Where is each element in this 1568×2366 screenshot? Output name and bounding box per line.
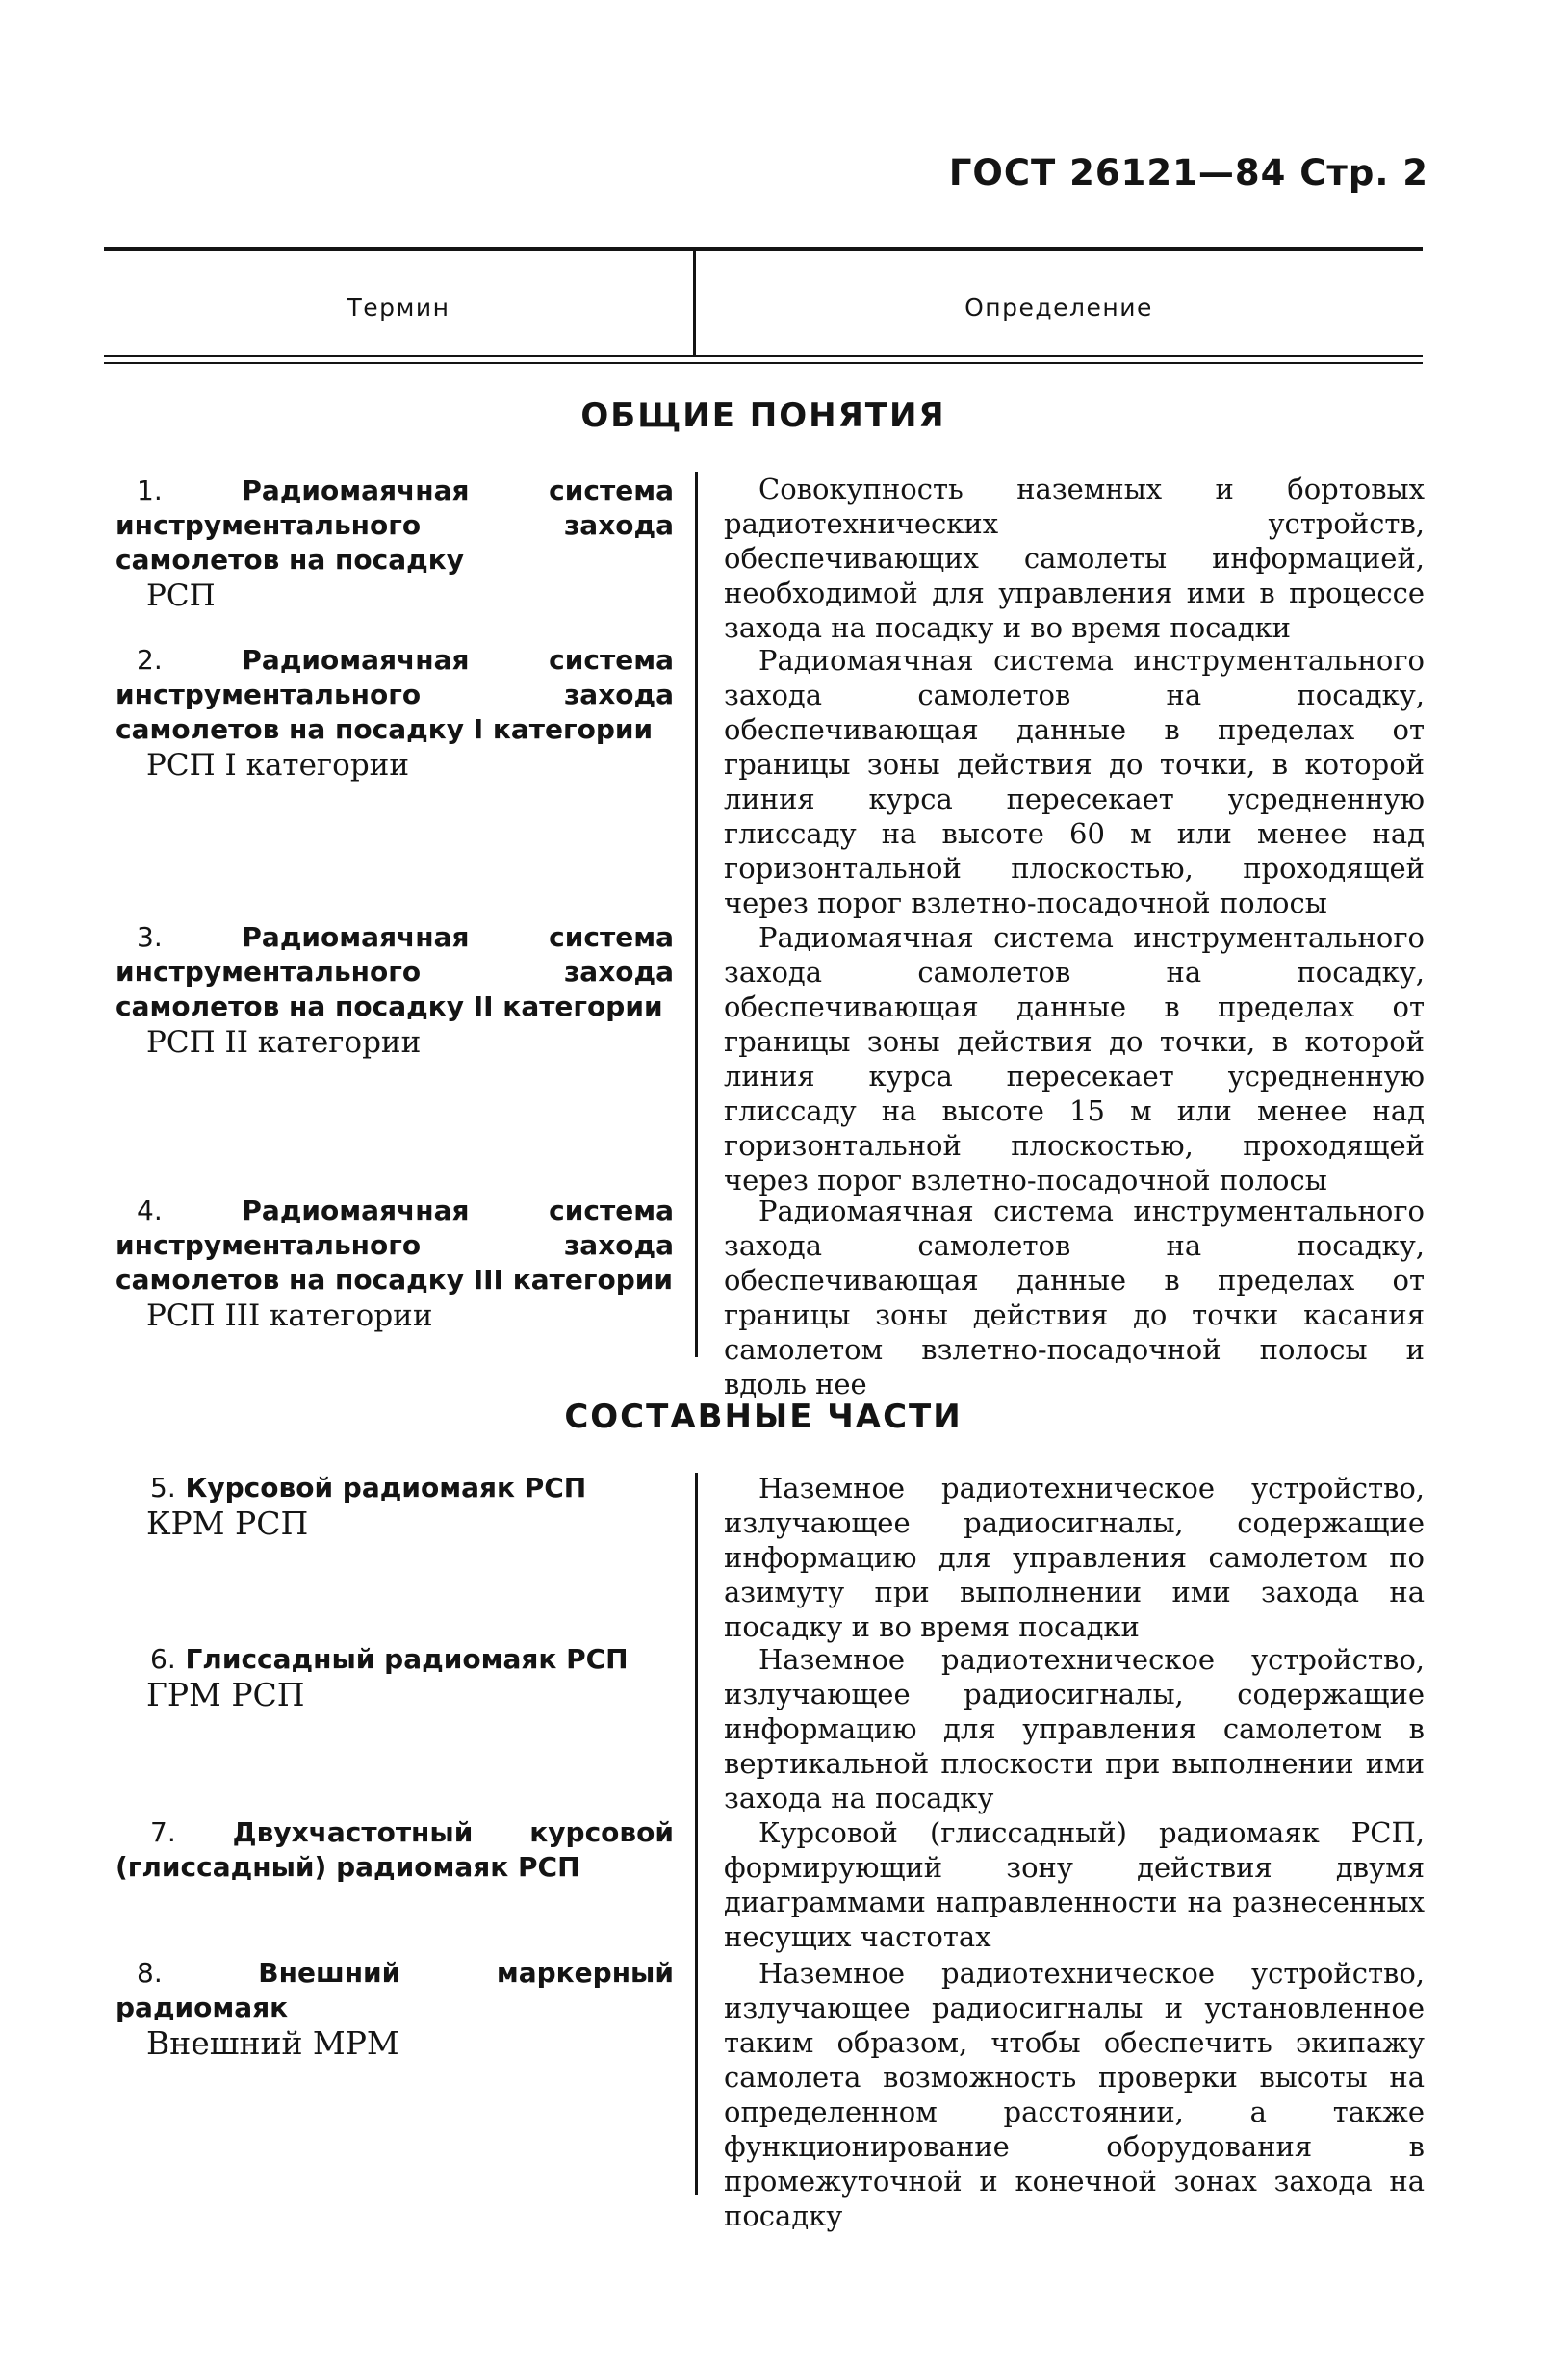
page-header (949, 152, 1428, 193)
term-number: 2. (137, 644, 163, 676)
definition-3: Радиомаячная система инструментального захода самолетов на посадку, обеспечивающая данные в пределах от границы зоны действия до точки, в которой линия курса пересекает усредненную глиссаду на высоте 15 м или менее над горизонтальной плоскостью, проходящей через порог взлетно-посадочной полосы (724, 921, 1425, 1196)
term-name: Радиомаячная система инструментального захода самолетов на посадку (116, 475, 674, 576)
section-title-components: СОСТАВНЫЕ ЧАСТИ (564, 1398, 963, 1436)
term-name: Внешний маркерный радиомаяк (116, 1957, 674, 2023)
term-entry-5 (116, 1471, 674, 1542)
definition-6: Наземное радиотехническое устройство, излучающее радиосигналы, содержащие информацию для управления самолетом в вертикальной плоскости при выполнении ими захода на посадку (724, 1643, 1425, 1814)
term-entry-8 (116, 1956, 674, 2062)
page-number: Стр. 2 (1299, 152, 1428, 193)
term-number: 4. (137, 1195, 163, 1226)
term-text (116, 1471, 674, 1505)
term-number: 3. (137, 921, 163, 953)
term-text (116, 474, 674, 578)
column-divider (695, 472, 698, 1357)
term-entry-6 (116, 1642, 674, 1713)
definition-7: Курсовой (глиссадный) радиомаяк РСП, формирующий зону действия двумя диаграммами направленности на разнесенных несущих частотах (724, 1816, 1425, 1953)
term-abbreviation: КРМ РСП (146, 1504, 309, 1542)
column-header-definition: Определение (964, 294, 1153, 321)
section-title-general-concepts: ОБЩИЕ ПОНЯТИЯ (580, 397, 946, 435)
table-top-rule (104, 247, 1423, 251)
table-head-rule (104, 355, 1423, 357)
term-text (116, 643, 674, 747)
term-name: Двухчастотный курсовой (глиссадный) радиомаяк РСП (116, 1816, 674, 1883)
term-name: Радиомаячная система инструментального захода самолетов на посадку III категории (116, 1195, 674, 1296)
term-name: Радиомаячная система инструментального захода самолетов на посадку II категории (116, 921, 674, 1022)
definition-4: Радиомаячная система инструментального захода самолетов на посадку, обеспечивающая данные в пределах от границы зоны действия до точки касания самолетом взлетно-посадочной полосы и вдоль нее (724, 1195, 1425, 1401)
term-abbreviation: РСП III категории (146, 1299, 433, 1333)
term-text (116, 1815, 674, 1885)
definition-2: Радиомаячная система инструментального захода самолетов на посадку, обеспечивающая данные в пределах от границы зоны действия до точки, в которой линия курса пересекает усредненную глиссаду на высоте 60 м или менее над горизонтальной плоскостью, проходящей через порог взлетно-посадочной полосы (724, 644, 1425, 919)
term-entry-4 (116, 1194, 674, 1334)
definition-8: Наземное радиотехническое устройство, излучающее радиосигналы и установленное таким образом, чтобы обеспечить экипажу самолета возможность проверки высоты на определенном расстоянии, а также функционирование оборудования в промежуточной и конечной зонах захода на посадку (724, 1957, 1425, 2232)
term-name: Радиомаячная система инструментального захода самолетов на посадку I категории (116, 644, 674, 745)
term-abbreviation: РСП (146, 579, 216, 613)
term-number: 8. (137, 1957, 163, 1989)
definition-5: Наземное радиотехническое устройство, излучающее радиосигналы, содержащие информацию для управления самолетом по азимуту при выполнении ими захода на посадку и во время посадки (724, 1472, 1425, 1643)
term-number: 1. (137, 475, 163, 506)
standard-number: ГОСТ 26121—84 (948, 152, 1287, 193)
term-name: Курсовой радиомаяк РСП (185, 1472, 587, 1504)
term-abbreviation: Внешний МРМ (146, 2024, 399, 2062)
term-text (116, 1642, 674, 1677)
term-abbreviation: РСП II категории (146, 1025, 422, 1060)
term-text (116, 1956, 674, 2025)
term-abbreviation: ГРМ РСП (146, 1676, 305, 1713)
term-text (116, 1194, 674, 1298)
column-header-term: Термин (347, 294, 450, 321)
term-number: 5. (150, 1472, 176, 1504)
term-entry-1 (116, 474, 674, 614)
term-entry-2 (116, 643, 674, 784)
definition-1: Совокупность наземных и бортовых радиотехнических устройств, обеспечивающих самолеты информацией, необходимой для управления ими в процессе захода на посадку и во время посадки (724, 473, 1425, 644)
term-abbreviation: РСП I категории (146, 748, 409, 783)
term-number: 6. (150, 1643, 176, 1675)
table-head-rule-double (104, 362, 1423, 364)
term-number: 7. (150, 1816, 176, 1848)
term-entry-7 (116, 1815, 674, 1885)
term-entry-3 (116, 920, 674, 1061)
column-divider (695, 1473, 698, 2195)
term-text (116, 920, 674, 1024)
term-name: Глиссадный радиомаяк РСП (185, 1643, 629, 1675)
